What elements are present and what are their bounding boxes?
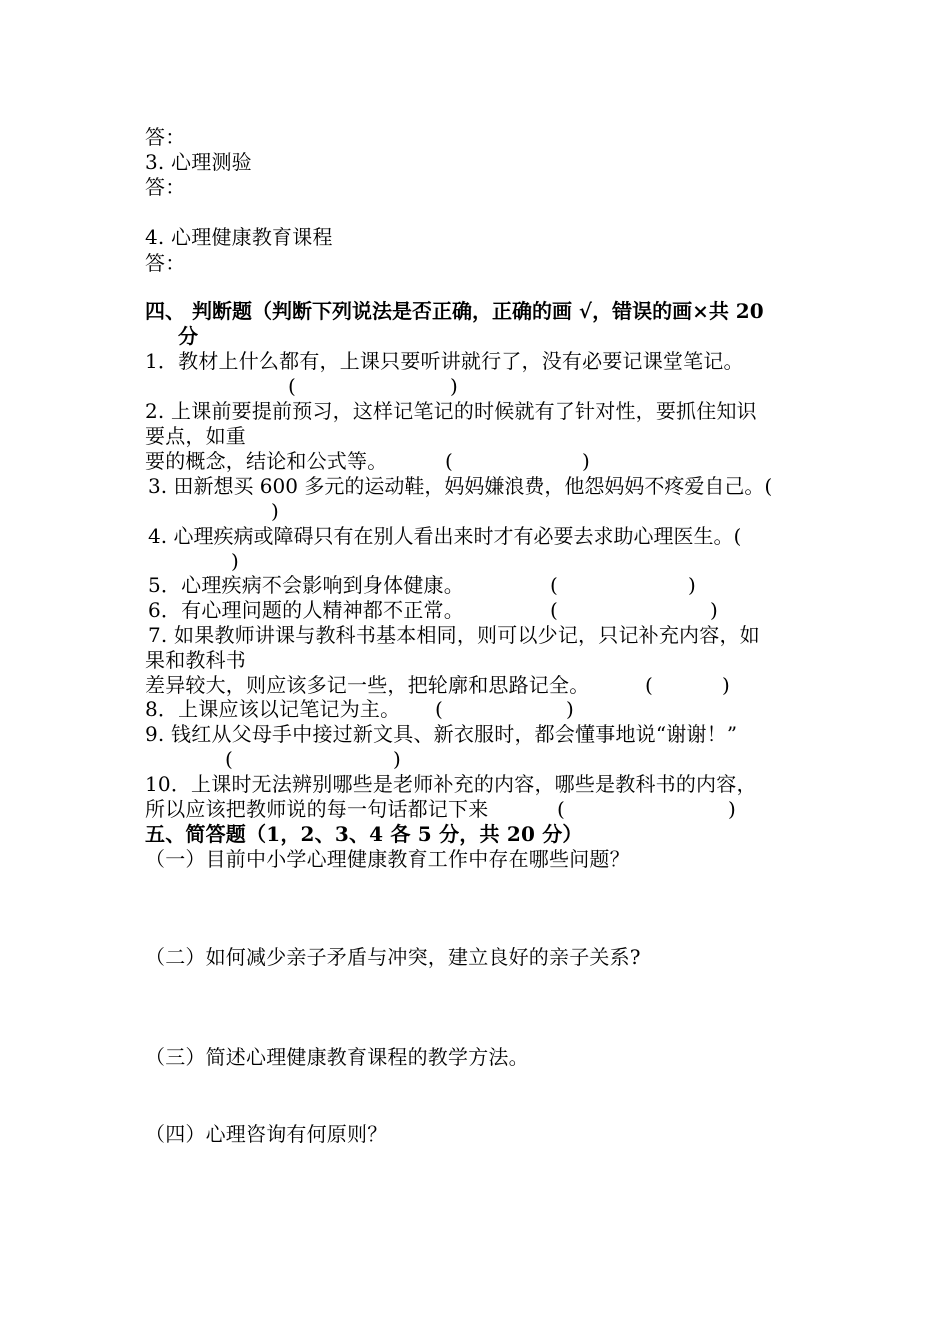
judge-question-2: 2. 上课前要提前预习，这样记笔记的时候就有了针对性，要抓住知识	[145, 399, 757, 423]
answer-paren-open-10: (	[557, 797, 565, 821]
answer-paren-close-6: )	[710, 598, 718, 622]
short-question-2: （二）如何减少亲子矛盾与冲突，建立良好的亲子关系?	[145, 945, 641, 969]
answer-paren-close-2: )	[582, 449, 590, 473]
judge-question-1: 1．教材上什么都有，上课只要听讲就行了，没有必要记课堂笔记。	[145, 349, 744, 373]
answer-label-4: 答：	[145, 251, 186, 275]
answer-paren-close-7: )	[722, 673, 730, 697]
answer-paren-close-5: )	[688, 573, 696, 597]
term-3-title: 3. 心理测验	[145, 150, 252, 174]
judge-question-7: 7. 如果教师讲课与教科书基本相同，则可以少记，只记补充内容，如	[148, 623, 760, 647]
judge-question-2-line-2: 要点，如重	[145, 424, 246, 448]
answer-paren-open-7: (	[645, 673, 653, 697]
judge-question-10: 10．上课时无法辨别哪些是老师补充的内容，哪些是教科书的内容，	[145, 772, 757, 796]
answer-paren-open-5: (	[550, 573, 558, 597]
judge-question-7-line-3: 差异较大，则应该多记一些，把轮廓和思路记全。	[145, 673, 590, 697]
answer-paren-close-9: )	[393, 747, 401, 771]
judge-question-2-line-3: 要的概念，结论和公式等。	[145, 449, 388, 473]
section-5-heading: 五、简答题（1，2、3、4 各 5 分，共 20 分）	[145, 822, 583, 846]
answer-label-2: 答：	[145, 125, 186, 149]
section-4-heading: 四、 判断题（判断下列说法是否正确，正确的画 √，错误的画×共 20	[145, 299, 764, 323]
short-question-1: （一）目前中小学心理健康教育工作中存在哪些问题？	[145, 847, 630, 871]
judge-question-4: 4. 心理疾病或障碍只有在别人看出来时才有必要去求助心理医生。(	[148, 524, 742, 548]
judge-question-5: 5．心理疾病不会影响到身体健康。	[148, 573, 464, 597]
answer-label-3: 答：	[145, 175, 186, 199]
answer-paren-close-3: )	[271, 499, 279, 523]
short-question-3: （三）简述心理健康教育课程的教学方法。	[145, 1045, 529, 1069]
judge-question-10-line-2: 所以应该把教师说的每一句话都记下来	[145, 797, 489, 821]
term-4-title: 4. 心理健康教育课程	[145, 225, 333, 249]
answer-paren-open-8: (	[435, 697, 443, 721]
answer-paren-open-6: (	[550, 598, 558, 622]
judge-question-6: 6．有心理问题的人精神都不正常。	[148, 598, 464, 622]
answer-paren-close-4: )	[231, 549, 239, 573]
answer-paren-open-2: (	[445, 449, 453, 473]
section-4-heading-cont: 分	[178, 324, 199, 348]
judge-question-3: 3. 田新想买 600 多元的运动鞋，妈妈嫌浪费，他怨妈妈不疼爱自己。(	[148, 474, 773, 498]
answer-paren-close-1: )	[450, 374, 458, 398]
judge-question-9: 9. 钱红从父母手中接过新文具、新衣服时，都会懂事地说“谢谢！”	[145, 722, 738, 746]
answer-paren-open-9: (	[225, 747, 233, 771]
short-question-4: （四）心理咨询有何原则？	[145, 1122, 388, 1146]
judge-question-7-line-2: 果和教科书	[145, 648, 246, 672]
answer-paren-close-8: )	[566, 697, 574, 721]
answer-paren-open-1: (	[288, 374, 296, 398]
judge-question-8: 8．上课应该以记笔记为主。	[145, 697, 401, 721]
answer-paren-close-10: )	[728, 797, 736, 821]
